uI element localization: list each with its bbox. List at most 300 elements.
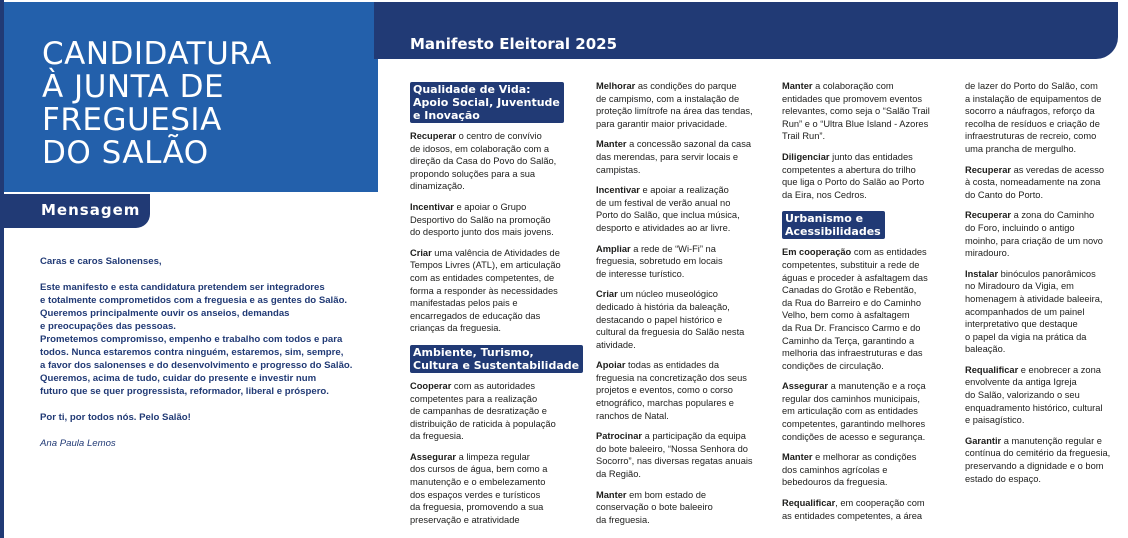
item-line — [782, 309, 960, 322]
item-line — [410, 272, 588, 285]
item-text: da Rua do Barreiro e do Caminho — [782, 297, 922, 308]
item-line — [965, 331, 1128, 344]
item-line — [965, 447, 1128, 460]
item-line — [782, 118, 960, 131]
item-line — [782, 297, 960, 310]
item-text: Trail Run”. — [782, 131, 826, 142]
item-line — [596, 80, 774, 93]
item-line — [965, 473, 1128, 486]
item-line — [782, 151, 960, 164]
item-text: condições de acesso e segurança. — [782, 431, 926, 442]
item-text: dos caminhos agrícolas e — [782, 464, 888, 475]
item-text: do Foro, incluindo o antigo — [965, 222, 1075, 233]
manifesto-item — [596, 80, 774, 130]
manifesto-title: Manifesto Eleitoral 2025 — [410, 35, 618, 53]
item-text: projetos e eventos, como o corso — [596, 385, 733, 396]
item-text: envolvente da antiga Igreja — [965, 377, 1077, 388]
item-line — [782, 405, 960, 418]
message-letter — [40, 255, 370, 463]
item-line — [410, 180, 588, 193]
item-text: da freguesia, promovendo a sua — [410, 502, 544, 513]
hero-title — [42, 38, 272, 170]
manifesto-column-4 — [965, 80, 1128, 493]
item-action-verb: Incentivar — [410, 201, 454, 212]
manifesto-item — [965, 164, 1128, 202]
item-action-verb: Patrocinar — [596, 431, 642, 442]
manifesto-column-2 — [596, 80, 774, 534]
item-line — [965, 268, 1128, 281]
item-line — [410, 155, 588, 168]
item-line — [965, 118, 1128, 131]
item-text: no Miradouro da Vigia, em — [965, 281, 1074, 292]
item-line — [782, 189, 960, 202]
item-action-verb: Recuperar — [965, 210, 1011, 221]
item-line — [410, 322, 588, 335]
section-heading-line: Qualidade de Vida: — [413, 83, 531, 96]
item-text: competentes, garantindo melhores — [782, 419, 926, 430]
item-line — [596, 138, 774, 151]
item-text: acompanhados de um painel — [965, 306, 1085, 317]
item-text: da Eira, nos Cedros. — [782, 189, 867, 200]
item-line — [596, 489, 774, 502]
item-line — [782, 105, 960, 118]
item-line — [782, 360, 960, 373]
item-line — [782, 259, 960, 272]
item-text: melhoria das infraestruturas e das — [782, 348, 923, 359]
item-text: as veredas de acesso — [1011, 164, 1105, 175]
section-heading-line: Acessibilidades — [785, 225, 881, 239]
item-text: com as entidades — [851, 247, 927, 258]
item-text: do Canto do Porto. — [965, 189, 1044, 200]
item-line — [782, 431, 960, 444]
item-line — [782, 476, 960, 489]
item-text: a instalação de equipamentos de — [965, 93, 1102, 104]
item-line — [965, 414, 1128, 427]
item-action-verb: Garantir — [965, 435, 1002, 446]
manifesto-item — [965, 364, 1128, 427]
item-text: de lazer do Porto do Salão, com — [965, 81, 1098, 91]
item-text: a rede de “Wi-Fi” na — [630, 243, 716, 254]
message-body — [40, 281, 370, 398]
manifesto-item — [596, 359, 774, 422]
section-heading — [410, 345, 583, 373]
item-line — [965, 164, 1128, 177]
item-text: de idosos, em colaboração com a — [410, 143, 550, 154]
item-line — [596, 93, 774, 106]
item-text: binóculos panorâmicos — [998, 268, 1096, 279]
message-line: Este manifesto e esta candidatura pretendem ser integradores — [40, 282, 325, 293]
item-text: que liga o Porto do Salão ao Porto — [782, 177, 925, 188]
item-line — [965, 318, 1128, 331]
item-text: em bom estado de — [626, 489, 707, 500]
item-line — [410, 514, 588, 527]
item-text: recolha de resíduos e criação de — [965, 118, 1100, 129]
section-heading — [410, 82, 564, 123]
item-line — [965, 343, 1128, 356]
item-line — [965, 235, 1128, 248]
item-text: freguesia, sobretudo em locais — [596, 256, 723, 267]
item-text: Run” e o “Ultra Blue Island - Azores — [782, 118, 929, 129]
item-text: Tempos Livres (ATL), em articulação — [410, 260, 561, 271]
item-line — [596, 197, 774, 210]
item-text: entidades que promovem eventos — [782, 93, 923, 104]
item-text: crianças da freguesia. — [410, 323, 501, 334]
item-line — [410, 259, 588, 272]
item-text: Canadas do Grotão e Rebentão, — [782, 285, 917, 296]
item-line — [596, 255, 774, 268]
item-line — [965, 460, 1128, 473]
item-text: da Rua Dr. Francisco Carmo e do — [782, 322, 921, 333]
manifesto-item — [965, 209, 1128, 259]
item-line — [596, 184, 774, 197]
item-text: a manutenção e a roça — [828, 381, 926, 392]
item-text: as condições do parque — [635, 81, 737, 91]
item-line — [410, 463, 588, 476]
item-action-verb: Requalificar — [965, 364, 1019, 375]
item-text: junto das entidades — [829, 151, 913, 162]
item-line — [782, 176, 960, 189]
item-text: estado do espaço. — [965, 473, 1041, 484]
item-line — [596, 468, 774, 481]
item-line — [782, 93, 960, 106]
item-line — [410, 143, 588, 156]
item-text: dedicado à história da baleação, — [596, 301, 730, 312]
manifesto-item — [596, 430, 774, 480]
manifesto-header-bar — [374, 2, 1118, 59]
item-line — [410, 430, 588, 443]
item-line — [596, 359, 774, 372]
item-line — [410, 247, 588, 260]
item-line — [965, 293, 1128, 306]
item-line — [596, 164, 774, 177]
item-line — [965, 364, 1128, 377]
item-line — [782, 510, 960, 523]
manifesto-item — [596, 489, 774, 527]
item-text: etnográfico, marchas populares e — [596, 398, 734, 409]
section-heading — [782, 211, 885, 239]
item-line — [596, 105, 774, 118]
hero-title-line: FREGUESIA — [42, 102, 222, 138]
item-line — [965, 402, 1128, 415]
item-line — [410, 489, 588, 502]
item-text: manutenção e o embelezamento — [410, 477, 546, 488]
item-line — [596, 501, 774, 514]
manifesto-item — [965, 435, 1128, 485]
manifesto-item — [782, 451, 960, 489]
manifesto-column-1 — [410, 80, 588, 534]
item-line — [596, 372, 774, 385]
item-action-verb: Manter — [596, 139, 627, 150]
item-text: do desporto junto dos mais jovens. — [410, 227, 554, 238]
message-line: futuro que se quer progressista, reformador, liberal e próspero. — [40, 386, 329, 397]
item-text: Socorro”, nas diversas regatas anuais — [596, 456, 753, 467]
manifesto-item — [596, 138, 774, 176]
item-line — [410, 380, 588, 393]
item-text: preservando a dignidade e o bom — [965, 461, 1104, 472]
message-closing: Por ti, por todos nós. Pelo Salão! — [40, 412, 191, 423]
item-action-verb: Criar — [410, 247, 432, 258]
item-line — [410, 310, 588, 323]
item-text: destacando o papel histórico e — [596, 314, 723, 325]
manifesto-item — [410, 247, 588, 335]
manifesto-item — [410, 380, 588, 443]
item-text: da freguesia. — [410, 431, 464, 442]
item-line — [965, 80, 1128, 93]
item-text: com as entidades competentes, de — [410, 272, 555, 283]
item-line — [782, 497, 960, 510]
item-line — [410, 226, 588, 239]
message-line: e preocupações das pessoas. — [40, 321, 176, 332]
item-line — [410, 393, 588, 406]
item-text: uma prancha de mergulho. — [965, 143, 1077, 154]
item-line — [596, 151, 774, 164]
item-text: águas e proceder à asfaltagem das — [782, 272, 928, 283]
item-line — [782, 284, 960, 297]
item-text: encarregados de educação das — [410, 310, 541, 321]
item-line — [782, 80, 960, 93]
item-line — [410, 130, 588, 143]
item-text: bebedouros da freguesia. — [782, 477, 888, 488]
item-action-verb: Cooperar — [410, 380, 452, 391]
manifesto-item — [782, 80, 960, 143]
item-line — [965, 306, 1128, 319]
item-text: dos cursos de água, bem como a — [410, 464, 548, 475]
item-text: da freguesia. — [596, 514, 650, 525]
message-line: a favor dos salonenses e do desenvolvimento e progresso do Salão. — [40, 360, 353, 371]
item-text: e enobrecer a zona — [1018, 364, 1101, 375]
item-text: competentes a abertura do trilho — [782, 164, 916, 175]
item-line — [596, 410, 774, 423]
item-text: do Salão, valorizando o seu — [965, 390, 1080, 401]
item-text: a zona do Caminho — [1011, 210, 1095, 221]
manifesto-item — [782, 246, 960, 372]
item-line — [596, 397, 774, 410]
message-signature: Ana Paula Lemos — [40, 438, 116, 449]
item-text: freguesia na concretização dos seus — [596, 372, 747, 383]
manifesto-item — [410, 201, 588, 239]
message-line: e totalmente comprometidos com a freguesia e as gentes do Salão. — [40, 295, 348, 306]
item-text: moinho, para criação de um novo — [965, 235, 1103, 246]
item-text: cultural da freguesia do Salão nesta — [596, 327, 745, 338]
item-line — [782, 335, 960, 348]
item-line — [782, 451, 960, 464]
item-text: miradouro. — [965, 248, 1010, 259]
item-action-verb: Recuperar — [965, 164, 1011, 175]
item-text: Porto do Salão, que inclua música, — [596, 210, 740, 221]
item-line — [965, 130, 1128, 143]
manifesto-item — [965, 268, 1128, 356]
item-action-verb: Melhorar — [596, 81, 636, 91]
item-text: Caminho da Terça, garantindo a — [782, 335, 915, 346]
item-line — [410, 297, 588, 310]
item-text: para garantir maior privacidade. — [596, 118, 728, 129]
item-line — [965, 435, 1128, 448]
item-text: das merendas, para servir locais e — [596, 151, 739, 162]
item-text: contínua do cemitério da freguesia, — [965, 448, 1111, 459]
item-line — [782, 347, 960, 360]
item-action-verb: Instalar — [965, 268, 999, 279]
manifesto-item — [596, 243, 774, 281]
message-line: todos. Nunca estaremos contra ninguém, estaremos, sim, sempre, — [40, 347, 344, 358]
message-greeting: Caras e caros Salonenses, — [40, 256, 162, 267]
item-text: dos espaços verdes e turísticos — [410, 489, 541, 500]
manifesto-item — [965, 80, 1128, 156]
item-text: e melhorar as condições — [812, 452, 917, 463]
item-line — [965, 376, 1128, 389]
item-line — [596, 339, 774, 352]
item-text: atividade. — [596, 339, 636, 350]
item-line — [782, 246, 960, 259]
item-text: a limpeza regular — [456, 451, 530, 462]
item-line — [596, 384, 774, 397]
item-line — [596, 222, 774, 235]
message-line: Queremos, acima de tudo, cuidar do presente e investir num — [40, 373, 317, 384]
item-text: direção da Casa do Povo do Salão, — [410, 156, 557, 167]
item-action-verb: Diligenciar — [782, 151, 830, 162]
item-text: do bote baleeiro, “Nossa Senhora do — [596, 443, 748, 454]
message-section-label: Mensagem — [41, 201, 141, 219]
item-text: campistas. — [596, 164, 641, 175]
item-text: forma a responder às necessidades — [410, 285, 558, 296]
item-line — [410, 214, 588, 227]
hero-title-line: À JUNTA DE — [42, 69, 225, 105]
manifesto-item — [410, 451, 588, 527]
item-line — [410, 405, 588, 418]
section-heading-line: e Inovação — [413, 109, 480, 122]
item-line — [596, 243, 774, 256]
item-line — [965, 176, 1128, 189]
item-text: ranchos de Natal. — [596, 410, 669, 421]
item-text: relevantes, como seja o “Salão Trail — [782, 106, 930, 117]
item-text: a manutenção regular e — [1001, 435, 1102, 446]
item-action-verb: Ampliar — [596, 243, 631, 254]
manifesto-item — [596, 184, 774, 234]
item-line — [782, 164, 960, 177]
message-section-tab — [0, 194, 150, 228]
item-line — [782, 393, 960, 406]
item-line — [965, 105, 1128, 118]
item-text: e apoiar o Grupo — [453, 201, 527, 212]
item-text: condições de circulação. — [782, 360, 884, 371]
item-text: todas as entidades da — [625, 360, 720, 371]
manifesto-column-3 — [782, 80, 960, 530]
item-line — [596, 455, 774, 468]
item-line — [596, 314, 774, 327]
item-line — [596, 443, 774, 456]
item-line — [782, 272, 960, 285]
section-heading-line: Cultura e Sustentabilidade — [413, 358, 580, 372]
item-action-verb: Incentivar — [596, 185, 640, 196]
item-text: e paisagístico. — [965, 415, 1025, 426]
item-action-verb: Recuperar — [410, 131, 456, 141]
item-line — [410, 285, 588, 298]
item-text: e apoiar a realização — [639, 185, 729, 196]
section-heading-line: Ambiente, Turismo, — [413, 345, 534, 359]
item-line — [782, 418, 960, 431]
item-text: com as autoridades — [451, 380, 536, 391]
item-line — [410, 476, 588, 489]
item-line — [596, 326, 774, 339]
item-text: um núcleo museológico — [617, 289, 718, 300]
item-line — [965, 93, 1128, 106]
item-line — [410, 501, 588, 514]
manifesto-item — [782, 380, 960, 443]
message-line: Prometemos compromisso, empenho e trabalho com todos e para — [40, 334, 343, 345]
item-text: infraestruturas de recreio, como — [965, 131, 1097, 142]
item-text: preservação e atratividade — [410, 514, 520, 525]
item-text: de campanhas de desratização e — [410, 406, 547, 417]
item-text: interpretativo que destaque — [965, 319, 1078, 330]
item-action-verb: Manter — [782, 81, 813, 91]
item-action-verb: Manter — [596, 489, 627, 500]
item-text: em articulação com as entidades — [782, 406, 918, 417]
manifesto-item — [782, 497, 960, 522]
item-text: desporto e atividades ao ar livre. — [596, 222, 731, 233]
item-action-verb: Assegurar — [410, 451, 456, 462]
header-accent — [374, 59, 378, 79]
item-line — [965, 247, 1128, 260]
item-text: homenagem à atividade baleeira, — [965, 293, 1103, 304]
item-line — [596, 118, 774, 131]
item-text: a concessão sazonal da casa — [626, 139, 752, 150]
item-text: Desportivo do Salão na promoção — [410, 214, 551, 225]
item-action-verb: Assegurar — [782, 381, 828, 392]
manifesto-item — [596, 288, 774, 351]
item-text: baleação. — [965, 344, 1006, 355]
manifesto-item — [410, 130, 588, 193]
item-text: de um festival de verão anual no — [596, 197, 731, 208]
section-heading-line: Urbanismo e — [785, 212, 864, 226]
item-text: socorro a náufragos, reforço da — [965, 106, 1095, 117]
item-text: a colaboração com — [812, 81, 894, 91]
item-line — [596, 268, 774, 281]
item-text: propondo soluções para a sua — [410, 168, 536, 179]
item-line — [782, 322, 960, 335]
item-text: dinamização. — [410, 181, 465, 192]
item-text: competentes para a realização — [410, 393, 538, 404]
item-line — [965, 209, 1128, 222]
item-line — [596, 301, 774, 314]
item-text: à costa, nomeadamente na zona — [965, 177, 1101, 188]
item-action-verb: Apoiar — [596, 360, 626, 371]
item-text: a participação da equipa — [642, 431, 746, 442]
item-text: as entidades competentes, a área — [782, 510, 923, 521]
item-line — [965, 143, 1128, 156]
item-line — [596, 430, 774, 443]
item-text: , em cooperação com — [835, 498, 925, 509]
item-line — [410, 168, 588, 181]
item-text: competentes, substituir a rede de — [782, 259, 920, 270]
item-line — [410, 418, 588, 431]
hero-title-line: CANDIDATURA — [42, 36, 272, 72]
item-line — [965, 280, 1128, 293]
item-line — [965, 189, 1128, 202]
item-line — [965, 222, 1128, 235]
hero-title-line: DO SALÃO — [42, 135, 209, 171]
item-text: enquadramento histórico, cultural — [965, 402, 1103, 413]
item-text: distribuição de raticida à população — [410, 418, 556, 429]
item-text: o centro de convívio — [456, 131, 542, 141]
item-action-verb: Criar — [596, 289, 618, 300]
item-text: de interesse turístico. — [596, 268, 685, 279]
section-heading-line: Apoio Social, Juventude — [413, 96, 560, 109]
item-action-verb: Manter — [782, 452, 813, 463]
item-text: regular dos caminhos municipais, — [782, 393, 920, 404]
item-text: uma valência de Atividades de — [431, 247, 560, 258]
item-line — [596, 514, 774, 527]
item-text: de campismo, com a instalação de — [596, 93, 740, 104]
item-text: manifestadas pelos pais e — [410, 298, 518, 309]
